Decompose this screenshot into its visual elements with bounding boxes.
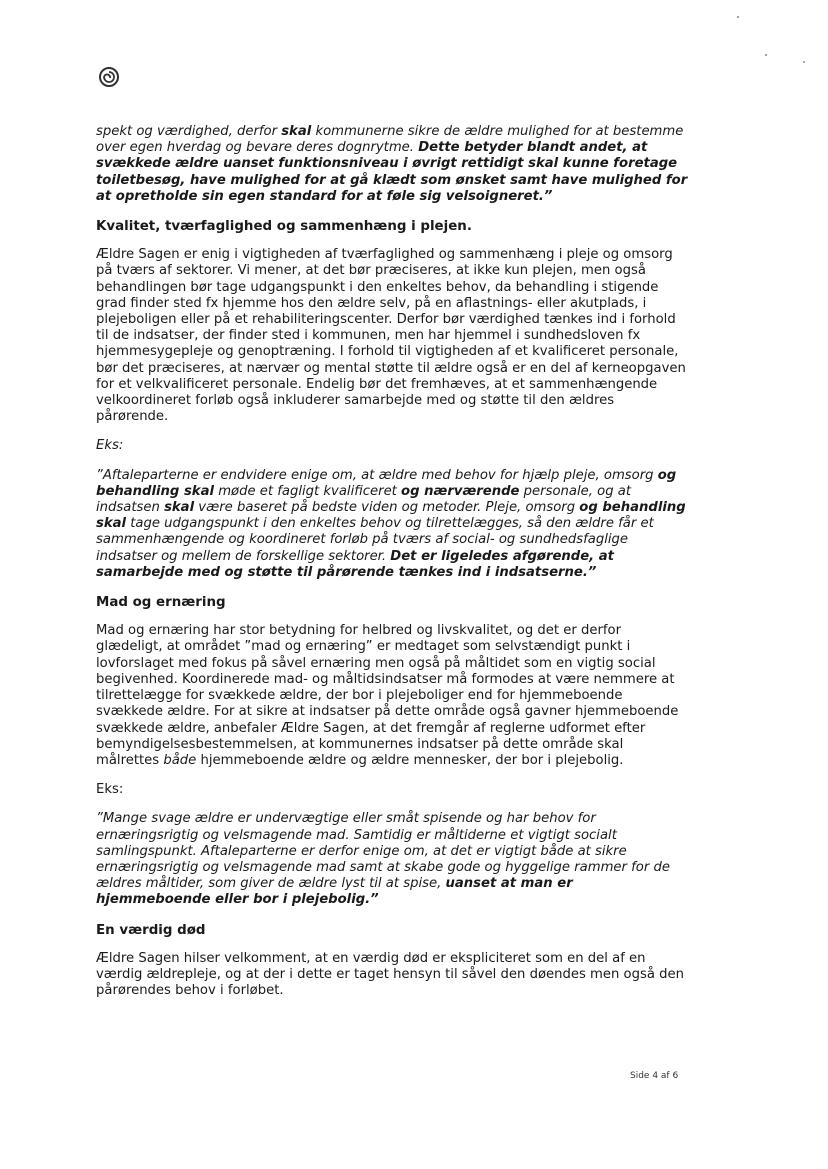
scan-speck [765,54,767,56]
text-segment: ”Aftaleparterne er endvidere enige om, at ældre med behov for hjælp pleje, omsorg [96,467,658,483]
text-segment: uanset at man er hjemmeboende eller bor i plejebolig.” [96,876,573,908]
text-segment: og nærværende [401,483,520,499]
section-heading: Kvalitet, tværfaglighed og sammenhæng i plejen. [96,219,472,235]
scan-speck [803,61,805,63]
text-segment: skal [164,500,195,516]
text-segment: og behandling skal [96,467,677,499]
example-label: Eks: [96,438,124,454]
paragraph [96,623,688,769]
text-segment: ”Mange svage ældre er undervægtige eller småt spisende og har behov for ernæringsrigtig og velsmagende mad. Samtidig er måltiderne et vigtigt socialt samlingspunkt. Aftaleparterne er derfor enige om, at det er vigtigt både at sikre ernæringsrigtig og velsmagende mad samt at skabe gode og hyggelige rammer for de ældres måltider, som giver de ældre lyst til at spise, [96,811,670,892]
text-segment: Mad og ernæring har stor betydning for helbred og livskvalitet, og det er derfor glædeligt, at området ”mad og ernæring” er medtaget som selvstændigt punkt i lovforslaget med fokus på såvel ernæring men også på måltidet som en vigtig social begivenhed. Koordinerede mad- og måltidsindsatser må formodes at være nemmere at tilrettelægge for svækkede ældre, der bor i plejeboliger end for hjemmeboende svækkede ældre. For at sikre at indsatser på dette område også gavner hjemmeboende svækkede ældre, anbefaler Ældre Sagen, at det fremgår af reglerne udformet efter bemyndigelsesbestemmelsen, at kommunernes indsatser på dette område skal målrettes [96,623,679,768]
text-segment: kommunerne sikre de ældre mulighed for at bestemme over egen hverdag og bevare deres dognrytme. [96,124,684,156]
text-segment: møde et fagligt kvalificeret [214,483,402,499]
text-segment: Det er ligeledes afgørende, at samarbejde med og støtte til pårørende tænkes ind i indsatserne.” [96,548,614,580]
paragraph: Ældre Sagen hilser velkomment, at en værdig død er ekspliciteret som en del af en værdig ældrepleje, og at der i dette er taget hensyn til såvel den døendes men også den pårørendes behov i forløbet. [96,950,684,999]
text-segment: skal [281,124,312,139]
text-segment: hjemmeboende ældre og ældre mennesker, der bor i plejebolig. [196,752,624,768]
quote-paragraph [96,124,688,205]
logo [98,66,120,88]
text-segment: tage udgangspunkt i den enkeltes behov og tilrettelægges, så den ældre får et sammenhængende og koordineret forløb på tværs af social- og sundhedsfaglige indsatser og mellem de forskellige sektorer. [96,516,654,564]
text-segment: både [163,752,197,768]
text-segment: Dette betyder blandt andet, at svækkede ældre uanset funktionsniveau i øvrigt rettidigt skal kunne foretage toiletbesøg, have mulighed for at gå klædt som ønsket samt have mulighed for at opretholde sin egen standard for at føle sig velsoigneret.” [96,140,688,204]
scan-speck [737,16,739,18]
section-heading: Mad og ernæring [96,595,226,611]
spiral-logo-icon [98,66,120,88]
text-segment: og behandling skal [96,500,686,532]
section-heading: En værdig død [96,922,206,938]
text-segment: spekt og værdighed, derfor [96,124,282,139]
document-body [96,124,688,1012]
quote-paragraph [96,468,688,581]
quote-paragraph [96,811,688,908]
text-segment: være baseret på bedste viden og metoder. Pleje, omsorg [194,500,580,516]
text-segment: personale, og at indsatsen [96,483,632,516]
paragraph: Ældre Sagen er enig i vigtigheden af tværfaglighed og sammenhæng i pleje og omsorg på tværs af sektorer. Vi mener, at det bør præciseres, at ikke kun plejen, men også behandlingen bør tage udgangspunkt i den enkeltes behov, da behandling i stigende grad finder sted fx hjemme hos den ældre selv, på en aflastnings- eller akutplads, i plejeboligen eller på et rehabiliteringscenter. Derfor bør værdighed tænkes ind i forhold til de indsatser, der finder sted i kommunen, men har hjemmel i sundhedsloven fx hjemmesygepleje og genoptræning. I forhold til vigtigheden af et kvalificeret personale, bør det præciseres, at nærvær og mental støtte til ældre også er en del af kerneopgaven for et velkvalificeret personale. Endelig bør det fremhæves, at et sammenhængende velkoordineret forløb også inkluderer samarbejde med og støtte til den ældres pårørende. [96,247,686,425]
example-label: Eks: [96,782,124,798]
page-number: Side 4 af 6 [630,1071,679,1081]
